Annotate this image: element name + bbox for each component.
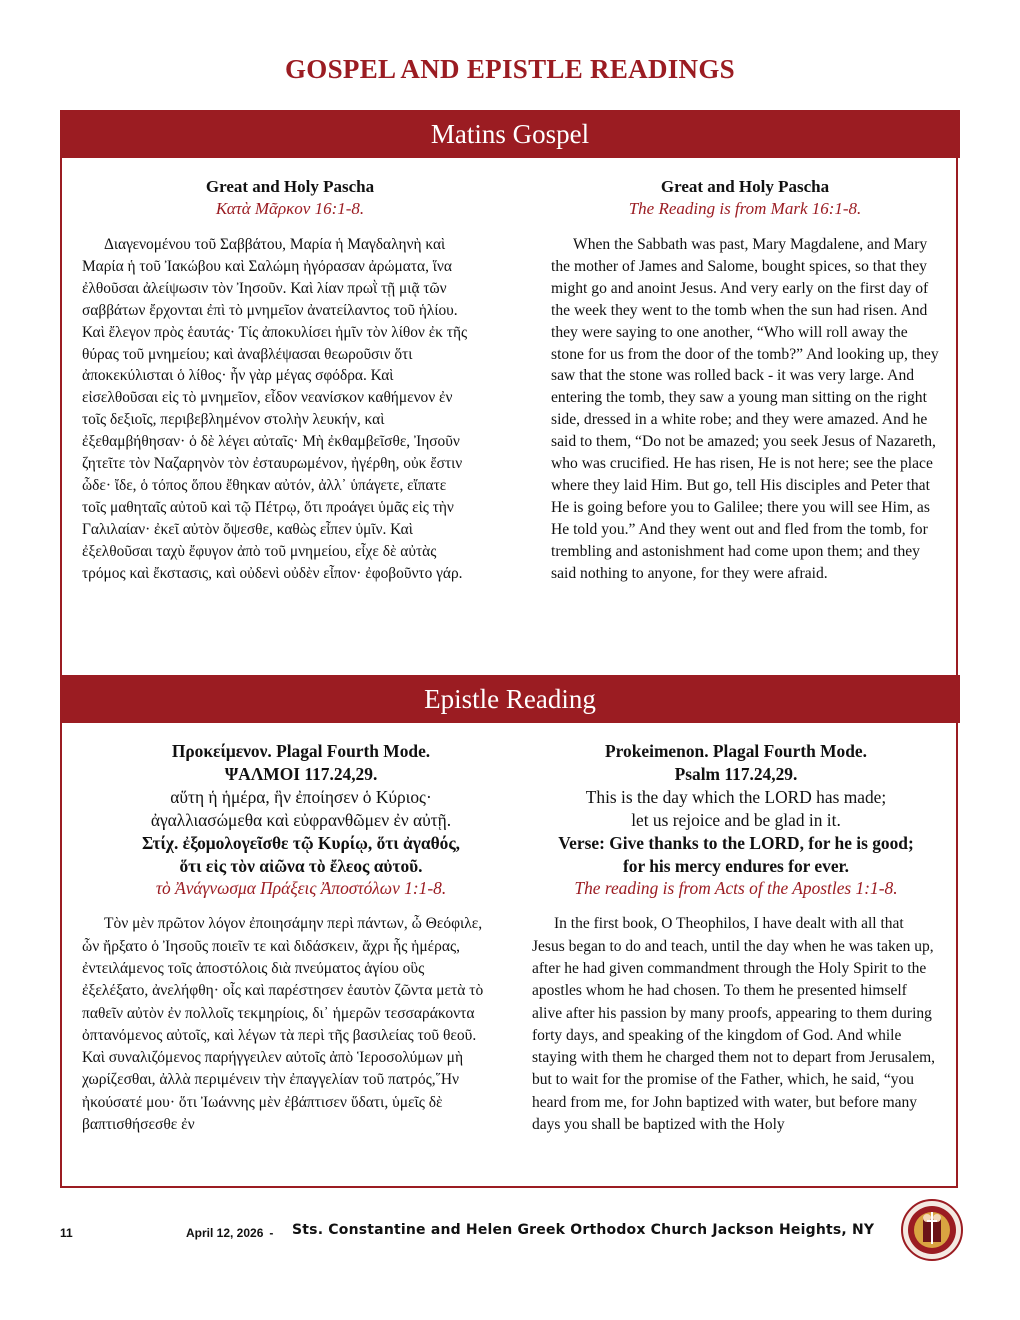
section-header-epistle bbox=[60, 675, 960, 723]
epistle-english-prokeimenon: Prokeimenon. Plagal Fourth Mode. bbox=[605, 741, 867, 761]
matins-english-column bbox=[551, 176, 939, 585]
footer-church-name: Sts. Constantine and Helen Greek Orthodox Church Jackson Heights, NY bbox=[292, 1222, 875, 1238]
matins-greek-column bbox=[82, 176, 468, 585]
epistle-english-verse2: for his mercy endures for ever. bbox=[622, 855, 850, 876]
matins-greek-reference: Κατὰ Μᾶρκον 16:1-8. bbox=[215, 198, 365, 218]
matins-english-text: When the Sabbath was past, Mary Magdalene, and Mary the mother of James and Salome, bought spices, so that they might go and anoint Jesus. And very early on the first day of the week they went to the tomb when the sun had risen. And they were saying to one another, “Who will roll away the stone for us from the door of the tomb?” And looking up, they saw that the stone was rolled back - it was very large. And entering the tomb, they saw a young man sitting on the right side, dressed in a white robe; and they were amazed. And he said to them, “Do not be amazed; you seek Jesus of Nazareth, who was crucified. He has risen, He is not here; see the place where they laid Him. But go, tell His disciples and Peter that He is going before you to Galilee; there you will see Him, as He told you.” And they went out and fled from the tomb, for trembling and astonishment had come upon them; and they said nothing to anyone, for they were afraid. bbox=[551, 236, 939, 582]
matins-english-title: Great and Holy Pascha bbox=[660, 177, 830, 196]
epistle-greek-text: Τὸν μὲν πρῶτον λόγον ἐποιησάμην περὶ πάντων, ὦ Θεόφιλε, ὧν ἤρξατο ὁ Ἰησοῦς ποιεῖν τε καὶ διδάσκειν, ἄχρι ἧς ἡμέρας, ἐντειλάμενος τοῖς ἀποστόλοις διὰ πνεύματος ἁγίου οὓς ἐξελέξατο, ἀνελήφθη· οἷς καὶ παρέστησεν ἑαυτὸν ζῶντα μετὰ τὸ παθεῖν αὐτὸν ἐν πολλοῖς τεκμηρίοις, δι᾽ ἡμερῶν τεσσαράκοντα ὀπτανόμενος αὐτοῖς, καὶ λέγων τὰ περὶ τῆς βασιλείας τοῦ θεοῦ. Καὶ συναλιζόμενος παρήγγειλεν αὐτοῖς ἀπὸ Ἱεροσολύμων μὴ χωρίζεσθαι, ἀλλὰ περιμένειν τὴν ἐπαγγελίαν τοῦ πατρός,῞Ην ἠκούσατέ μου· ὅτι Ἰωάννης μὲν ἐβάπτισεν ὕδατι, ὑμεῖς δὲ βαπτισθήσεσθε ἐν bbox=[82, 915, 484, 1134]
epistle-greek-column bbox=[82, 740, 490, 1136]
page-title: GOSPEL AND EPISTLE READINGS bbox=[285, 54, 735, 84]
epistle-greek-reference: τὸ Ἀνάγνωσμα Πράξεις Ἀποστόλων 1:1-8. bbox=[155, 878, 447, 899]
epistle-greek-prokeimenon: Προκείμενον. Plagal Fourth Mode. bbox=[171, 741, 431, 761]
epistle-greek-verse2: ὅτι εἰς τὸν αἰῶνα τὸ ἔλεος αὐτοῦ. bbox=[179, 855, 423, 876]
matins-heading: Matins Gospel bbox=[430, 119, 590, 149]
footer-separator: - bbox=[269, 1226, 274, 1240]
footer-date-wrap bbox=[186, 1226, 279, 1240]
matins-english-reference: The Reading is from Mark 16:1-8. bbox=[628, 198, 862, 218]
epistle-english-reference: The reading is from Acts of the Apostles 1:1-8. bbox=[574, 878, 898, 899]
page-footer bbox=[0, 1222, 1020, 1246]
church-seal-icon bbox=[900, 1198, 964, 1262]
epistle-greek-verse1: Στίχ. ἐξομολογεῖσθε τῷ Κυρίῳ, ὅτι ἀγαθός, bbox=[141, 832, 461, 853]
matins-greek-text: Διαγενομένου τοῦ Σαββάτου, Μαρία ἡ Μαγδαληνὴ καὶ Μαρία ἡ τοῦ Ἰακώβου καὶ Σαλώμη ἠγόρασαν ἀρώματα, ἵνα ἐλθοῦσαι ἀλείψωσιν τὸν Ἰησοῦν. Καὶ λίαν πρωῒ τῇ μιᾷ τῶν σαββάτων ἔρχονται ἐπὶ τὸ μνημεῖον ἀνατείλαντος τοῦ ἡλίου. Καὶ ἔλεγον πρὸς ἑαυτάς· Τίς ἀποκυλίσει ἡμῖν τὸν λίθον ἐκ τῆς θύρας τοῦ μνημείου; καὶ ἀναβλέψασαι θεωροῦσιν ὅτι ἀποκεκύλισται ὁ λίθος· ἦν γὰρ μέγας σφόδρα. Καὶ εἰσελθοῦσαι εἰς τὸ μνημεῖον, εἶδον νεανίσκον καθήμενον ἐν τοῖς δεξιοῖς, περιβεβλημένον στολὴν λευκήν, καὶ ἐξεθαμβήθησαν· ὁ δὲ λέγει αὐταῖς· Μὴ ἐκθαμβεῖσθε, Ἰησοῦν ζητεῖτε τὸν Ναζαρηνὸν τὸν ἐσταυρωμένον, ἠγέρθη, οὐκ ἔστιν ὧδε· ἴδε, ὁ τόπος ὅπου ἔθηκαν αὐτόν, ἀλλ᾽ ὑπάγετε, εἴπατε τοῖς μαθηταῖς αὐτοῦ καὶ τῷ Πέτρῳ, ὅτι προάγει ὑμᾶς εἰς τὴν Γαλιλαίαν· ἐκεῖ αὐτὸν ὄψεσθε, καθὼς εἶπεν ὑμῖν. Καὶ ἐξελθοῦσαι ταχὺ ἔφυγον ἀπὸ τοῦ μνημείου, εἶχε δὲ αὐτὰς τρόμος καὶ ἔκστασις, καὶ οὐδενὶ οὐδὲν εἶπον· ἐφοβοῦντο γάρ. bbox=[82, 236, 468, 582]
epistle-english-text: In the first book, O Theophilos, I have dealt with all that Jesus began to do and teach, until the day when he was taken up, after he had given commandment through the Holy Spirit to the apostles whom he had chosen. To them he presented himself alive after his passion by many proofs, appearing to them during forty days, and speaking of the kingdom of God. And while staying with them he charged them not to depart from Jerusalem, but to wait for the promise of the Father, which, he said, “you heard from me, for John baptized with water, but before many days you shall be baptized with the Holy bbox=[532, 915, 936, 1134]
epistle-english-psalm: Psalm 117.24,29. bbox=[674, 763, 798, 784]
epistle-heading: Epistle Reading bbox=[424, 684, 596, 714]
footer-date: April 12, 2026 bbox=[186, 1226, 264, 1240]
epistle-greek-line2: ἀγαλλιασώμεθα καὶ εὐφρανθῶμεν ἐν αὐτῇ. bbox=[150, 809, 452, 830]
matins-greek-title: Great and Holy Pascha bbox=[205, 177, 375, 196]
page-number: 11 bbox=[60, 1226, 73, 1240]
epistle-english-line1: This is the day which the LORD has made; bbox=[585, 786, 887, 807]
epistle-greek-psalm: ΨΑΛΜΟΙ 117.24,29. bbox=[224, 763, 378, 784]
epistle-english-line2: let us rejoice and be glad in it. bbox=[631, 809, 841, 830]
epistle-english-column bbox=[532, 740, 940, 1136]
section-header-matins bbox=[60, 110, 960, 158]
epistle-english-verse1: Verse: Give thanks to the LORD, for he is good; bbox=[558, 832, 914, 853]
epistle-greek-line1: αὕτη ἡ ἡμέρα, ἣν ἐποίησεν ὁ Κύριος· bbox=[170, 786, 432, 807]
